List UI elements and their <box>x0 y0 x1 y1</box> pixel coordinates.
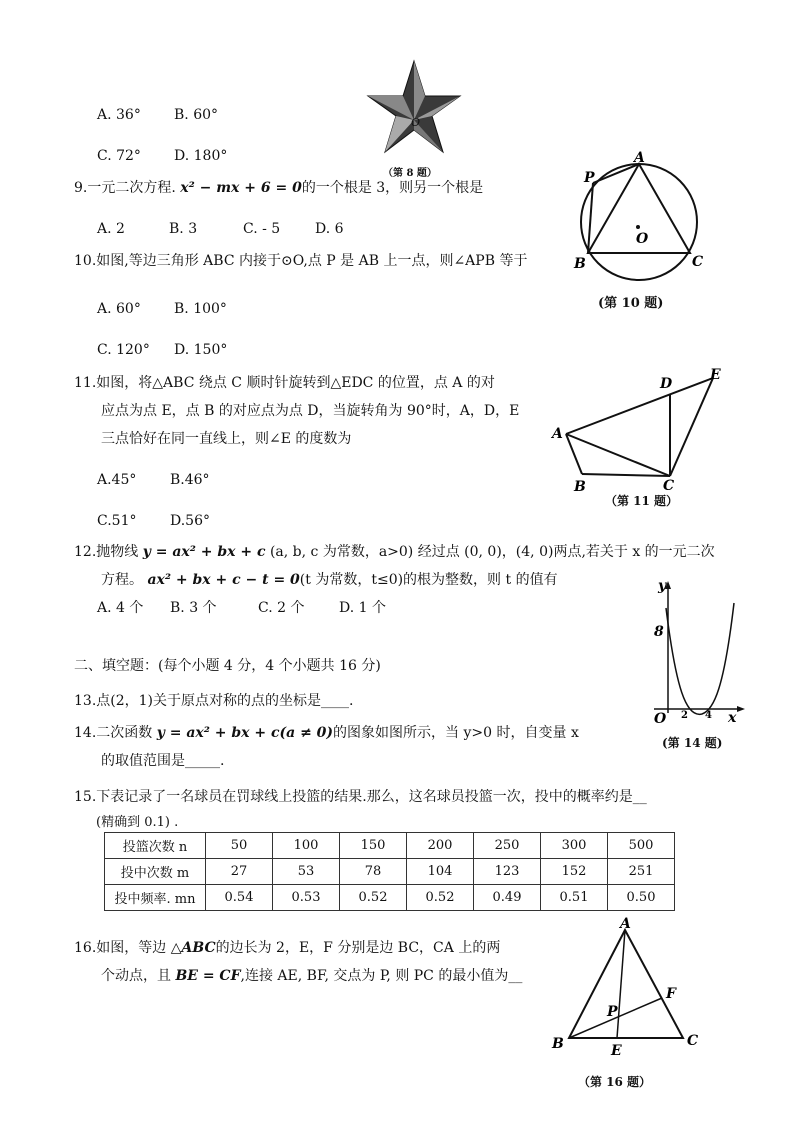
q11-option-d: D.56° <box>170 513 210 529</box>
q12-equation2: ax² + bx + c − t = 0 <box>147 572 300 588</box>
q9-option-c: C. - 5 <box>243 221 281 237</box>
q12-equation1: y = ax² + bx + c <box>142 544 266 560</box>
q15-line2: (精确到 0.1) . <box>96 815 179 830</box>
table-cell: 0.50 <box>608 885 675 911</box>
q9-equation: x² − mx + 6 = 0 <box>180 180 302 196</box>
table-row-header: 投中次数 m <box>105 859 206 885</box>
star-figure <box>364 58 464 158</box>
table-row <box>105 859 675 885</box>
q16-caption: （第 16 题） <box>578 1075 652 1089</box>
q8-option-d: D. 180° <box>174 148 228 164</box>
table-cell: 0.54 <box>206 885 273 911</box>
q11-line1: 11.如图，将△ABC 绕点 C 顺时针旋转到△EDC 的位置，点 A 的对 <box>74 375 495 391</box>
table-cell: 152 <box>541 859 608 885</box>
q16-label-b: B <box>552 1036 564 1052</box>
table-cell: 0.51 <box>541 885 608 911</box>
table-cell: 250 <box>474 833 541 859</box>
q14-equation: y = ax² + bx + c(a ≠ 0) <box>156 725 334 741</box>
q14-y-tick: 8 <box>654 624 664 640</box>
table-cell: 0.52 <box>407 885 474 911</box>
q13-stem: 13.点(2，1)关于原点对称的点的坐标是____. <box>74 693 354 709</box>
q16-equation: BE = CF <box>175 968 241 984</box>
q10-option-b: B. 100° <box>174 301 227 317</box>
q10-label-b: B <box>574 256 586 272</box>
q10-option-a: A. 60° <box>97 301 141 317</box>
q9-option-b: B. 3 <box>169 221 198 237</box>
table-row <box>105 885 675 911</box>
q12-number: 12.抛物线 <box>74 544 139 560</box>
q16-text1: 的边长为 2，E，F 分别是边 BC，CA 上的两 <box>215 940 501 956</box>
q8-option-b: B. 60° <box>174 107 219 123</box>
q12-option-c: C. 2 个 <box>258 600 305 616</box>
q12-stem-line2 <box>101 571 558 589</box>
q14-stem-line1 <box>74 724 579 742</box>
q10-label-a: A <box>634 150 645 166</box>
q10-option-d: D. 150° <box>174 342 228 358</box>
q10-option-c: C. 120° <box>97 342 150 358</box>
q10-label-c: C <box>692 254 704 270</box>
q14-x-tick-2: 2 <box>681 710 688 721</box>
table-cell: 500 <box>608 833 675 859</box>
q14-origin-label: O <box>654 711 667 727</box>
q10-circle-figure <box>572 150 732 285</box>
q11-line2: 应点为点 E，点 B 的对应点为点 D，当旋转角为 90°时，A，D，E <box>101 403 520 419</box>
q9-option-a: A. 2 <box>97 221 125 237</box>
q11-option-a: A.45° <box>97 472 137 488</box>
table-cell: 0.53 <box>273 885 340 911</box>
q9-stem <box>74 179 483 197</box>
table-cell: 300 <box>541 833 608 859</box>
table-row-header: 投篮次数 n <box>105 833 206 859</box>
q16-label-f: F <box>666 986 676 1002</box>
q14-y-axis-label: y <box>658 578 667 594</box>
q16-text3: ,连接 AE, BF, 交点为 P, 则 PC 的最小值为__ <box>240 968 523 984</box>
q12-text2: 方程。 <box>101 572 143 588</box>
q12-text1: (a, b, c 为常数，a>0) 经过点 (0, 0)，(4, 0)两点,若关于 x 的一元二次 <box>269 544 715 560</box>
q12-option-b: B. 3 个 <box>170 600 217 616</box>
table-cell: 251 <box>608 859 675 885</box>
q16-triangle-figure <box>548 918 718 1068</box>
table-row-header: 投中频率. mn <box>105 885 206 911</box>
q11-option-b: B.46° <box>170 472 210 488</box>
q16-triangle: △ABC <box>170 940 216 956</box>
q15-line1: 15.下表记录了一名球员在罚球线上投篮的结果.那么，这名球员投篮一次，投中的概率约是__ <box>74 789 647 805</box>
table-cell: 150 <box>340 833 407 859</box>
q12-option-d: D. 1 个 <box>339 600 386 616</box>
q11-line3: 三点恰好在同一直线上，则∠E 的度数为 <box>101 431 352 447</box>
q10-label-o: O <box>636 231 649 247</box>
q9-number: 9. <box>74 180 88 196</box>
q11-label-e: E <box>710 367 721 383</box>
q16-label-p: P <box>607 1004 618 1020</box>
q11-rotation-figure <box>550 364 730 494</box>
table-row <box>105 833 675 859</box>
table-cell: 123 <box>474 859 541 885</box>
q16-number: 16.如图，等边 <box>74 940 167 956</box>
q10-label-p: P <box>584 170 595 186</box>
table-cell: 50 <box>206 833 273 859</box>
q16-stem-line1 <box>74 939 500 957</box>
table-cell: 0.49 <box>474 885 541 911</box>
table-cell: 78 <box>340 859 407 885</box>
q14-x-axis-label: x <box>728 710 737 726</box>
q16-label-a: A <box>620 916 631 932</box>
q8-caption: （第 8 题） <box>383 168 437 179</box>
q11-label-d: D <box>660 376 673 392</box>
table-cell: 104 <box>407 859 474 885</box>
q11-caption: （第 11 题） <box>605 494 679 508</box>
q10-caption: (第 10 题) <box>598 296 664 311</box>
q12-option-a: A. 4 个 <box>97 600 144 616</box>
table-cell: 100 <box>273 833 340 859</box>
q12-text3: (t 为常数，t≤0)的根为整数，则 t 的值有 <box>299 572 558 588</box>
table-cell: 0.52 <box>340 885 407 911</box>
q11-option-c: C.51° <box>97 513 137 529</box>
q14-caption: (第 14 题) <box>662 736 723 750</box>
table-cell: 200 <box>407 833 474 859</box>
q14-parabola-graph <box>648 578 748 727</box>
q15-frequency-table <box>104 832 675 911</box>
q9-text-before: 一元二次方程. <box>87 180 176 196</box>
q12-stem-line1 <box>74 543 715 561</box>
q14-stem-line2: 的取值范围是_____. <box>101 753 225 769</box>
q11-label-a: A <box>552 426 563 442</box>
q16-label-c: C <box>687 1033 699 1049</box>
section2-title: 二、填空题：(每个小题 4 分，4 个小题共 16 分) <box>74 658 381 674</box>
q8-option-a: A. 36° <box>97 107 141 123</box>
q9-option-d: D. 6 <box>315 221 344 237</box>
q16-text2: 个动点，且 <box>101 968 171 984</box>
q16-stem-line2 <box>101 967 522 985</box>
q16-label-e: E <box>611 1043 622 1059</box>
q11-label-c: C <box>663 478 675 494</box>
q8-option-c: C. 72° <box>97 148 141 164</box>
q14-number: 14.二次函数 <box>74 725 153 741</box>
star-center-label: O <box>411 116 421 129</box>
q14-x-tick-4: 4 <box>705 710 712 721</box>
q11-label-b: B <box>574 479 586 495</box>
q14-text1: 的图象如图所示，当 y>0 时，自变量 x <box>333 725 579 741</box>
q10-stem: 10.如图,等边三角形 ABC 内接于⊙O,点 P 是 AB 上一点，则∠APB 等于 <box>74 253 528 269</box>
q9-text-after: 的一个根是 3，则另一个根是 <box>301 180 484 196</box>
table-cell: 53 <box>273 859 340 885</box>
table-cell: 27 <box>206 859 273 885</box>
